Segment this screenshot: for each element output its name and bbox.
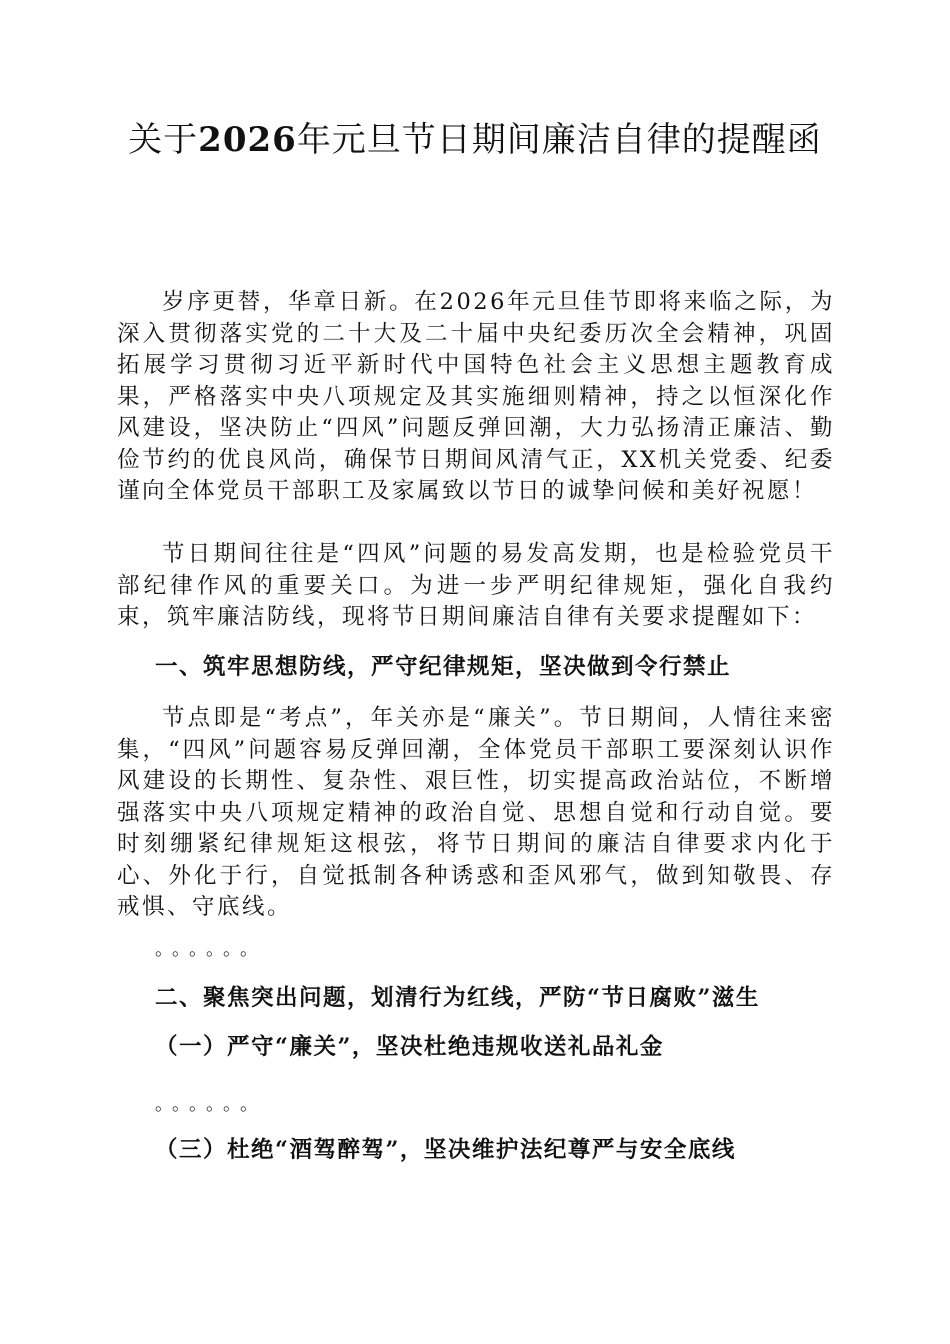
document-title (0, 118, 950, 162)
title-year: 2026 (198, 120, 297, 160)
title-prefix: 关于 (128, 120, 199, 160)
section-heading-1: 一、筑牢思想防线，严守纪律规矩，坚决做到令行禁止 (155, 654, 732, 680)
paragraph-section-1: 节点即是“考点”，年关亦是“廉关”。节日期间，人情往来密集，“四风”问题容易反弹回潮，全体党员干部职工要深刻认识作风建设的长期性、复杂性、艰巨性，切实提高政治站位，不断增强落实中央八项规定精神的政治自觉、思想自觉和行动自觉。要时刻绷紧纪律规矩这根弦，将节日期间的廉洁自律要求内化于心、外化于行，自觉抵制各种诱惑和歪风邪气，做到知敬畏、存戒惧、守底线。 (117, 705, 835, 920)
omission-mark: 。。。。。。 (155, 939, 266, 960)
subsection-heading-1: （一）严守“廉关”，坚决杜绝违规收送礼品礼金 (155, 1034, 664, 1060)
subsection-heading-3: （三）杜绝“酒驾醉驾”，坚决维护法纪尊严与安全底线 (155, 1137, 736, 1163)
paragraph-intro: 岁序更替，华章日新。在2026年元旦佳节即将来临之际，为深入贯彻落实党的二十大及二十届中央纪委历次全会精神，巩固拓展学习贯彻习近平新时代中国特色社会主义思想主题教育成果，严格落实中央八项规定及其实施细则精神，持之以恒深化作风建设，坚决防止“四风”问题反弹回潮，大力弘扬清正廉洁、勤俭节约的优良风尚，确保节日期间风清气正，XX机关党委、纪委谨向全体党员干部职工及家属致以节日的诚挚问候和美好祝愿！ (117, 289, 835, 504)
omission-mark: 。。。。。。 (155, 1094, 266, 1115)
title-suffix: 年元旦节日期间廉洁自律的提醒函 (296, 120, 822, 160)
section-heading-2: 二、聚焦突出问题，划清行为红线，严防“节日腐败”滋生 (155, 985, 760, 1011)
paragraph-reminder: 节日期间往往是“四风”问题的易发高发期，也是检验党员干部纪律作风的重要关口。为进一步严明纪律规矩，强化自我约束，筑牢廉洁防线，现将节日期间廉洁自律有关要求提醒如下： (117, 541, 835, 630)
